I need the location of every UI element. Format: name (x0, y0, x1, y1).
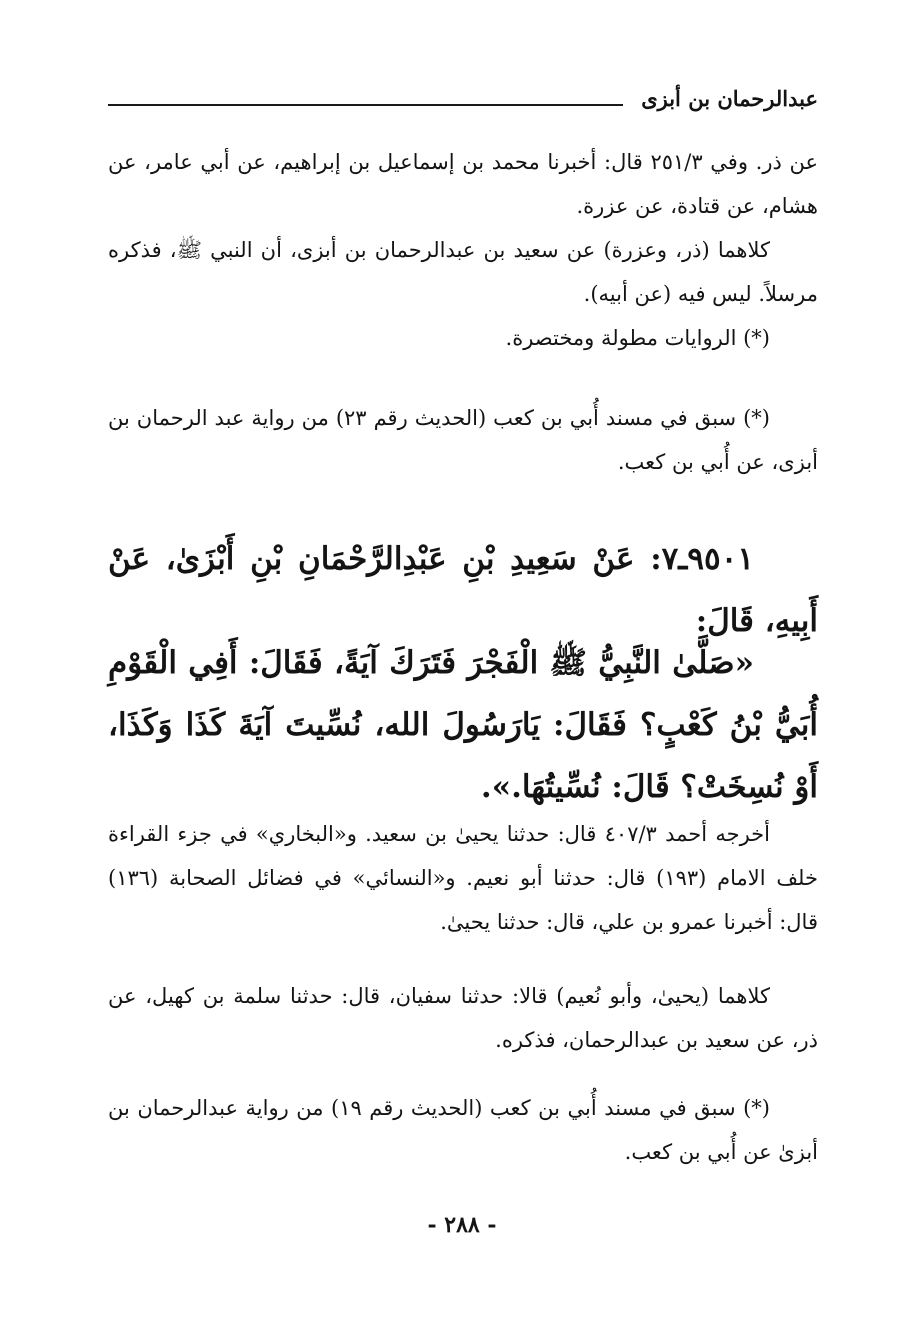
header-rule (108, 104, 623, 106)
cross-reference-note: (*) سبق في مسند أُبي بن كعب (الحديث رقم ٢٣) من رواية عبد الرحمان بن أبزى، عن أُبي بن كعب. (108, 406, 818, 474)
page-number: - ٢٨٨ - (427, 1212, 497, 1238)
cross-reference-note: (*) سبق في مسند أُبي بن كعب (الحديث رقم ١٩) من رواية عبدالرحمان بن أبزىٰ عن أُبي بن كعب. (108, 1096, 818, 1164)
running-header (108, 86, 818, 120)
continuation-paragraph: عن ذر. وفي ٢٥١/٣ قال: أخبرنا محمد بن إسماعيل بن إبراهيم، عن أبي عامر، عن هشام، عن قتادة، عن عزرة. (108, 150, 818, 218)
takhrij-paragraph: أخرجه أحمد ٤٠٧/٣ قال: حدثنا يحيىٰ بن سعيد. و«البخاري» في جزء القراءة خلف الامام (١٩٣) قال: حدثنا أبو نعيم. و«النسائي» في فضائل الصحابة (١٣٦) قال: أخبرنا عمرو بن علي، قال: حدثنا يحيىٰ. (108, 822, 818, 934)
hadith-text: «صَلَّىٰ النَّبِيُّ ﷺ الْفَجْرَ فَتَرَكَ آيَةً، فَقَالَ: أَفِي الْقَوْمِ أُبَيُّ بْنُ كَعْبٍ؟ فَقَالَ: يَارَسُولَ الله، نُسِّيتَ آيَةَ كَذَا وَكَذَا، أَوْ نُسِخَتْ؟ قَالَ: نُسِّيتُهَا.». (108, 645, 818, 805)
takhrij-chain-paragraph: كلاهما (يحيىٰ، وأبو نُعيم) قالا: حدثنا سفيان، قال: حدثنا سلمة بن كهيل، عن ذر، عن سعيد بن عبدالرحمان، فذكره. (108, 984, 818, 1052)
note-paragraph: (*) الروايات مطولة ومختصرة. (505, 326, 770, 350)
running-title: عبدالرحمان بن أبزى (641, 86, 818, 111)
chain-summary-paragraph: كلاهما (ذر، وعزرة) عن سعيد بن عبدالرحمان بن أبزى، أن النبي ﷺ، فذكره مرسلاً. ليس فيه (عن أبيه). (108, 238, 818, 306)
hadith-chain: ٩٥٠١ـ٧: عَنْ سَعِيدِ بْنِ عَبْدِالرَّحْمَانِ بْنِ أَبْزَىٰ، عَنْ أَبِيهِ، قَالَ: (108, 541, 818, 639)
